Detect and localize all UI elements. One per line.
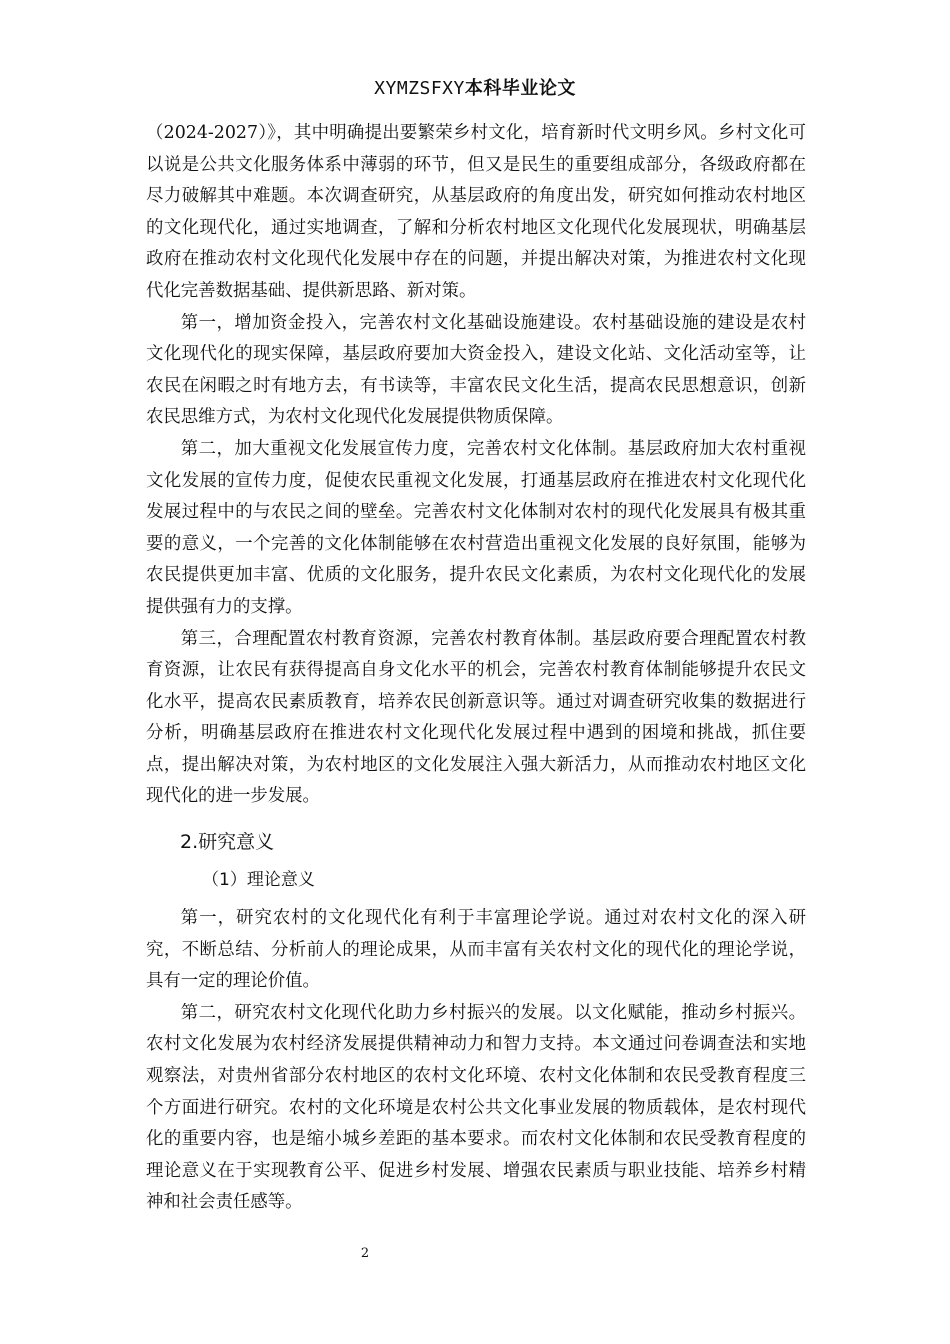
paragraph-theory-second: 第二，研究农村文化现代化助力乡村振兴的发展。以文化赋能，推动乡村振兴。农村文化发展为农村经济发展提供精神动力和智力支持。本文通过问卷调查法和实地观察法，对贵州省部分农村地区的农村文化环境、农村文化体制和农民受教育程度三个方面进行研究。农村的文化环境是农村公共文化事业发展的物质载体，是农村现代化的重要内容，也是缩小城乡差距的基本要求。而农村文化体制和农民受教育程度的理论意义在于实现教育公平、促进乡村发展、增强农民素质与职业技能、培养乡村精神和社会责任感等。 — [146, 1002, 806, 1213]
page-number: 2 — [360, 1246, 370, 1261]
subsection-heading: （1）理论意义 — [202, 870, 315, 891]
paragraph-theory-first: 第一，研究农村的文化现代化有利于丰富理论学说。通过对农村文化的深入研究，不断总结、分析前人的理论成果，从而丰富有关农村文化的现代化的理论学说，具有一定的理论价值。 — [146, 908, 806, 992]
body-text — [146, 118, 806, 1219]
section-heading: 2.研究意义 — [180, 831, 275, 854]
header-title: 本科毕业论文 — [464, 78, 576, 99]
header-code: XYMZSFXY — [374, 78, 465, 99]
paragraph-second-point: 第二，加大重视文化发展宣传力度，完善农村文化体制。基层政府加大农村重视文化发展的宣传力度，促使农民重视文化发展，打通基层政府在推进农村文化现代化发展过程中的与农民之间的壁垒。完善农村文化体制对农村的现代化发展具有极其重要的意义，一个完善的文化体制能够在农村营造出重视文化发展的良好氛围，能够为农民提供更加丰富、优质的文化服务，提升农民文化素质，为农村文化现代化的发展提供强有力的支撑。 — [146, 438, 806, 617]
paragraph-third-point: 第三，合理配置农村教育资源，完善农村教育体制。基层政府要合理配置农村教育资源，让农民有获得提高自身文化水平的机会，完善农村教育体制能够提升农民文化水平，提高农民素质教育，培养农民创新意识等。通过对调查研究收集的数据进行分析，明确基层政府在推进农村文化现代化发展过程中遇到的困境和挑战，抓住要点，提出解决对策，为农村地区的文化发展注入强大新活力，从而推动农村地区文化现代化的进一步发展。 — [146, 628, 806, 807]
paragraph-continuation: （2024-2027）》，其中明确提出要繁荣乡村文化，培育新时代文明乡风。乡村文化可以说是公共文化服务体系中薄弱的环节，但又是民生的重要组成部分，各级政府都在尽力破解其中难题。本次调查研究，从基层政府的角度出发，研究如何推动农村地区的文化现代化，通过实地调查，了解和分析农村地区文化现代化发展现状，明确基层政府在推动农村文化现代化发展中存在的问题，并提出解决对策，为推进农村文化现代化完善数据基础、提供新思路、新对策。 — [146, 123, 806, 301]
paragraph-first-point: 第一，增加资金投入，完善农村文化基础设施建设。农村基础设施的建设是农村文化现代化的现实保障，基层政府要加大资金投入，建设文化站、文化活动室等，让农民在闲暇之时有地方去，有书读等，丰富农民文化生活，提高农民思想意识，创新农民思维方式，为农村文化现代化发展提供物质保障。 — [146, 312, 806, 428]
page-header — [0, 74, 950, 100]
